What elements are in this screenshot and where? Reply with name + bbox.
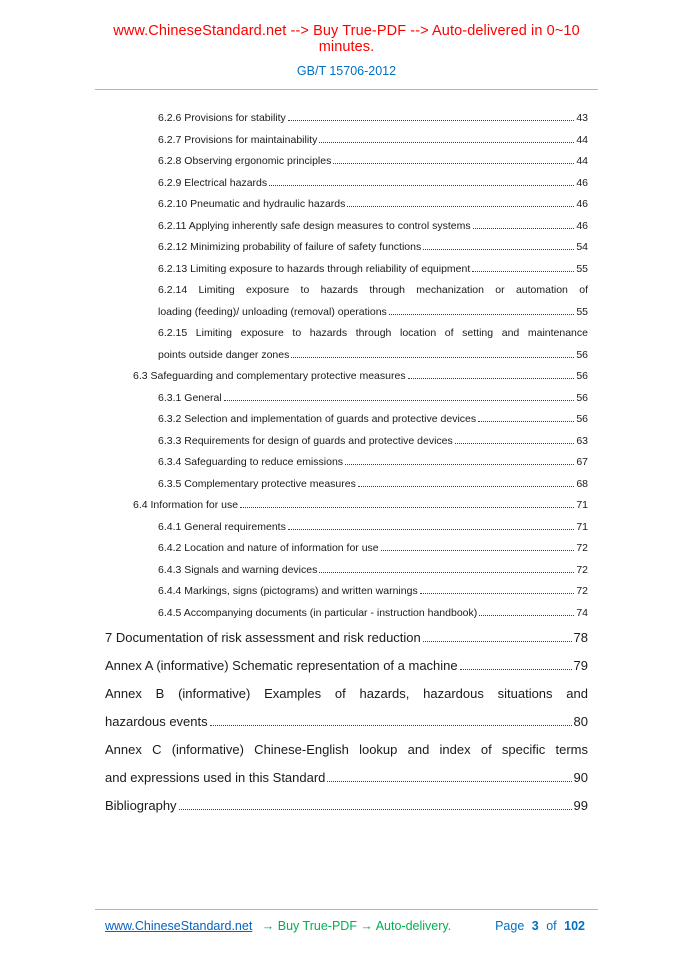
toc-entry-label: 6.2.11 Applying inherently safe design measures to control systems [158,219,471,232]
toc-entry-label: 6.2.9 Electrical hazards [158,176,268,189]
toc-entry-page: 56 [576,413,588,425]
page-of-label: of [546,919,557,933]
toc-entry [105,538,588,560]
toc-entry-page: 43 [576,112,588,124]
toc-dot-leader [473,227,575,229]
page-label: Page [495,919,525,933]
page-footer [95,909,598,980]
toc-entry [105,624,588,652]
toc-entry-label: Bibliography [105,798,177,813]
toc-entry [105,280,588,323]
toc-dot-leader [389,313,575,315]
toc-entry-label-line2: loading (feeding)/ unloading (removal) operations [158,305,387,318]
toc-entry-page: 80 [573,714,588,729]
toc-entry [105,409,588,431]
toc-dot-leader [408,377,575,379]
toc-entry-page: 63 [576,434,588,447]
toc-dot-leader [291,356,574,358]
toc-entry-page: 55 [576,305,588,318]
toc-entry [105,474,588,496]
header-promo-text: www.ChineseStandard.net --> Buy True-PDF --> Auto-delivered in 0~10 minutes. [113,23,580,55]
toc-entry-label: 6.4.3 Signals and warning devices [158,563,318,576]
toc-entry [105,736,588,792]
toc-entry-page: 46 [576,176,588,189]
toc-entry-label: 7 Documentation of risk assessment and risk reduction [105,630,421,645]
toc-dot-leader [240,506,574,508]
toc-entry-page: 54 [576,241,588,253]
toc-dot-leader [327,780,571,782]
toc-entry-label: 6.4.2 Location and nature of information for use [158,542,379,554]
toc-dot-leader [319,571,574,573]
toc-entry [105,366,588,388]
toc-entry-label-line1: 6.2.15 Limiting exposure to hazards through location of setting and maintenance [158,327,588,339]
toc-entry-page: 46 [576,198,588,210]
toc-entry [105,259,588,281]
toc-entry-label-line2: points outside danger zones [158,348,290,361]
toc-entry-label: 6.4.5 Accompanying documents (in particular - instruction handbook) [158,606,478,619]
toc-entry-label: 6.3.5 Complementary protective measures [158,477,356,490]
toc-dot-leader [423,640,572,642]
toc-dot-leader [179,808,572,810]
toc-entry [105,792,588,820]
toc-entry [105,173,588,195]
toc-entry-label: 6.4.1 General requirements [158,520,286,533]
toc-entry [105,194,588,216]
toc-dot-leader [224,399,575,401]
footer-promo-text: → Buy True-PDF → Auto-delivery. [261,919,452,933]
toc-dot-leader [423,248,574,250]
toc-entry [105,652,588,680]
toc-entry-label: 6.2.13 Limiting exposure to hazards through reliability of equipment [158,262,471,275]
toc-entry [105,452,588,474]
page-current: 3 [531,919,539,933]
page-header [95,0,598,90]
footer-promo-line [105,919,451,933]
toc-entry [105,431,588,453]
toc-entry-label-line1: 6.2.14 Limiting exposure to hazards through mechanization or automation of [158,284,588,296]
toc-entry-page: 72 [576,563,588,576]
toc-dot-leader [479,614,574,616]
toc-entry-label: 6.3.3 Requirements for design of guards and protective devices [158,434,453,447]
toc-entry [105,130,588,152]
toc-entry [105,495,588,517]
toc-entry-page: 67 [576,456,588,468]
footer-divider [95,909,598,910]
table-of-contents [105,108,588,820]
toc-dot-leader [347,205,574,207]
toc-entry-page: 44 [576,155,588,167]
toc-entry-page: 78 [573,630,588,645]
toc-dot-leader [478,420,574,422]
toc-entry-page: 68 [576,477,588,490]
toc-entry [105,560,588,582]
toc-entry [105,581,588,603]
toc-dot-leader [210,724,572,726]
toc-entry-label: 6.4 Information for use [133,499,239,511]
toc-entry-label: 6.2.7 Provisions for maintainability [158,133,318,146]
standard-number: GB/T 15706-2012 [296,64,397,78]
toc-dot-leader [455,442,575,444]
toc-entry-label: 6.3 Safeguarding and complementary protective measures [133,370,406,382]
page-total: 102 [564,919,585,933]
toc-dot-leader [319,141,574,143]
toc-entry [105,151,588,173]
toc-dot-leader [358,485,574,487]
toc-entry-label: 6.2.8 Observing ergonomic principles [158,155,332,167]
toc-entry-label-line1: Annex C (informative) Chinese-English lookup and index of specific terms [105,742,588,757]
toc-entry-page: 72 [576,542,588,554]
toc-entry-page: 71 [576,520,588,533]
toc-dot-leader [381,549,575,551]
toc-entry-page: 55 [576,262,588,275]
toc-dot-leader [288,528,574,530]
toc-entry-page: 74 [576,606,588,619]
toc-entry-label: 6.4.4 Markings, signs (pictograms) and written warnings [158,585,418,597]
toc-entry-label-line1: Annex B (informative) Examples of hazards, hazardous situations and [105,686,588,701]
toc-entry-page: 71 [576,499,588,511]
toc-entry-label: 6.2.12 Minimizing probability of failure of safety functions [158,241,422,253]
toc-entry [105,216,588,238]
toc-dot-leader [345,463,574,465]
toc-dot-leader [288,119,575,121]
toc-entry-page: 56 [576,370,588,382]
toc-entry-label-line2: and expressions used in this Standard [105,770,326,785]
toc-entry [105,388,588,410]
toc-entry [105,603,588,625]
toc-entry-label: Annex A (informative) Schematic representation of a machine [105,658,458,673]
page-indicator [494,919,588,933]
toc-entry-label: 6.3.1 General [158,391,222,404]
toc-entry-label-line2: hazardous events [105,714,208,729]
toc-entry-label: 6.2.6 Provisions for stability [158,112,286,124]
toc-entry [105,108,588,130]
toc-entry-label: 6.3.4 Safeguarding to reduce emissions [158,456,344,468]
toc-entry-page: 99 [573,798,588,813]
toc-entry-page: 72 [576,585,588,597]
toc-dot-leader [420,592,575,594]
toc-entry-page: 56 [576,348,588,361]
toc-entry-page: 90 [573,770,588,785]
toc-entry-page: 79 [573,658,588,673]
footer-site-link[interactable]: www.ChineseStandard.net [105,919,253,933]
toc-entry-page: 46 [576,219,588,232]
toc-entry-label: 6.2.10 Pneumatic and hydraulic hazards [158,198,346,210]
toc-entry [105,680,588,736]
toc-entry-page: 44 [576,133,588,146]
toc-dot-leader [460,668,572,670]
toc-dot-leader [333,162,574,164]
toc-entry [105,237,588,259]
toc-dot-leader [472,270,574,272]
toc-entry [105,323,588,366]
toc-entry-label: 6.3.2 Selection and implementation of guards and protective devices [158,413,477,425]
header-divider [95,89,598,90]
toc-entry-page: 56 [576,391,588,404]
toc-entry [105,517,588,539]
toc-dot-leader [269,184,574,186]
